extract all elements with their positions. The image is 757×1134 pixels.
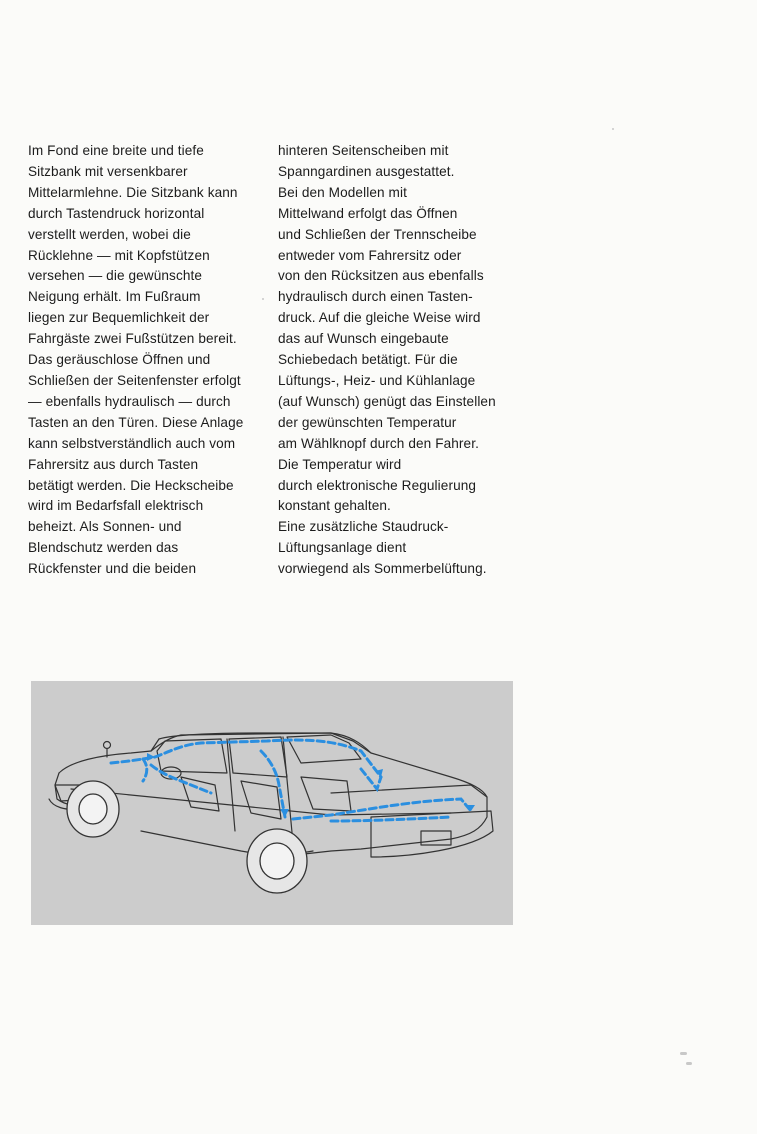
car-ventilation-illustration (31, 681, 513, 925)
text-line: konstant gehalten. (278, 498, 391, 514)
text-line: Mittelarmlehne. Die Sitzbank kann (28, 184, 238, 200)
text-line: verstellt werden, wobei die (28, 226, 191, 242)
text-line: hinteren Seitenscheiben mit (278, 143, 449, 158)
text-line: Mittelwand erfolgt das Öffnen (278, 205, 458, 221)
text-line: Sitzbank mit versenkbarer (28, 163, 188, 179)
text-column-left (28, 141, 268, 580)
text-line: Blendschutz werden das (28, 540, 179, 556)
paper-speck (680, 1052, 687, 1055)
text-line: und Schließen der Trennscheibe (278, 226, 477, 242)
text-line: beheizt. Als Sonnen- und (28, 519, 182, 535)
text-line: druck. Auf die gleiche Weise wird (278, 310, 481, 326)
text-column-right (278, 141, 518, 580)
text-line: der gewünschten Temperatur (278, 414, 457, 430)
text-line: vorwiegend als Sommerbelüftung. (278, 561, 487, 577)
text-line: am Wählknopf durch den Fahrer. (278, 435, 479, 451)
text-line: Rücklehne — mit Kopfstützen (28, 247, 210, 263)
text-line: Das geräuschlose Öffnen und (28, 352, 211, 368)
text-line: durch elektronische Regulierung (278, 477, 477, 493)
text-line: entweder vom Fahrersitz oder (278, 247, 462, 263)
text-line: Spanngardinen ausgestattet. (278, 163, 455, 179)
text-line: — ebenfalls hydraulisch — durch (28, 393, 231, 409)
text-line: Neigung erhält. Im Fußraum (28, 289, 201, 305)
text-line: Eine zusätzliche Staudruck- (278, 519, 449, 535)
text-line: wird im Bedarfsfall elektrisch (28, 498, 204, 514)
text-line: durch Tastendruck horizontal (28, 205, 205, 221)
text-line: liegen zur Bequemlichkeit der (28, 310, 210, 326)
text-line: hydraulisch durch einen Tasten- (278, 289, 473, 305)
text-line: Lüftungs-, Heiz- und Kühlanlage (278, 372, 476, 388)
text-line: Die Temperatur wird (278, 456, 402, 472)
text-line: (auf Wunsch) genügt das Einstellen (278, 393, 496, 409)
text-line: Schiebedach betätigt. Für die (278, 352, 458, 368)
paper-speck (262, 298, 264, 300)
text-line: betätigt werden. Die Heckscheibe (28, 477, 234, 493)
text-line: Fahrersitz aus durch Tasten (28, 456, 199, 472)
wheels (67, 781, 307, 893)
text-line: Lüftungsanlage dient (278, 540, 407, 556)
airflow-ducts (111, 740, 471, 821)
text-line: Bei den Modellen mit (278, 184, 407, 200)
paper-speck (686, 1062, 692, 1065)
text-line: Tasten an den Türen. Diese Anlage (28, 414, 244, 430)
text-line: das auf Wunsch eingebaute (278, 331, 449, 347)
text-line: Im Fond eine breite und tiefe (28, 143, 204, 158)
text-line: Fahrgäste zwei Fußstützen bereit. (28, 331, 237, 347)
text-line: Schließen der Seitenfenster erfolgt (28, 372, 241, 388)
paper-speck (612, 128, 614, 130)
text-line: kann selbstverständlich auch vom (28, 435, 236, 451)
text-line: von den Rücksitzen aus ebenfalls (278, 268, 484, 284)
car-cutaway-drawing (31, 681, 513, 925)
text-line: Rückfenster und die beiden (28, 561, 197, 577)
text-line: versehen — die gewünschte (28, 268, 203, 284)
